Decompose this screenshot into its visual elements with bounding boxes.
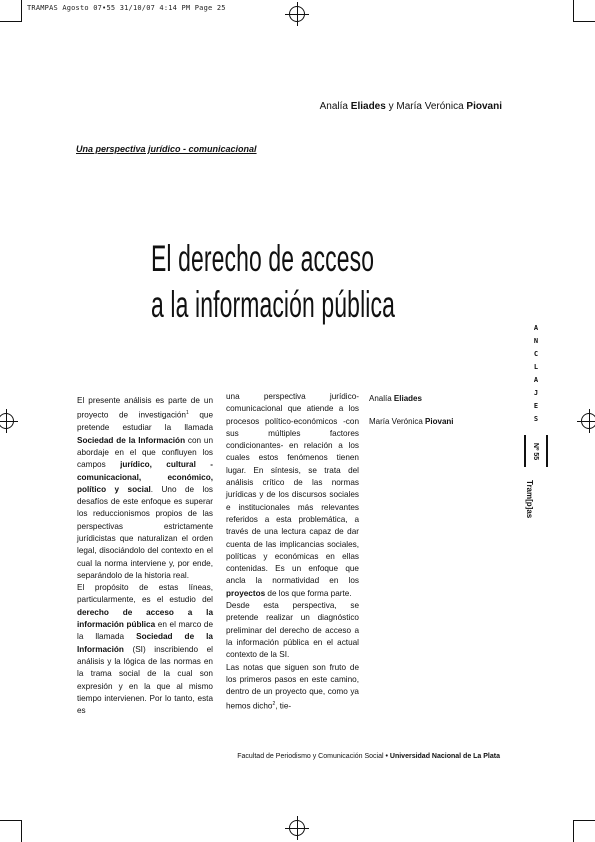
- crop-mark-bottom-left-h: [0, 820, 22, 821]
- author-entry: Analía Eliades: [369, 394, 422, 403]
- body-column-1: [77, 395, 213, 717]
- paragraph: El presente análisis es parte de un proyecto de investigación$^1$ que pretende estudiar la llamada Sociedad de la Información con un abordaje en el que confluyen los campos jurídico, cultural - comunicacional, económico, político y social. Uno de los desafíos de este enfoque es superar los reduccionismos propios de las perspectivas estrictamente jurídicistas que naturalizan el orden legal, disociándolo del contexto en el cual la norma interviene y, por ende, separándolo de la historia real.: [77, 396, 214, 580]
- crop-mark-top-left: [21, 0, 22, 22]
- author1-last: Eliades: [350, 101, 386, 112]
- page-footer: [237, 753, 500, 760]
- registration-mark-top: [289, 6, 305, 22]
- crop-mark-top-right: [573, 0, 574, 22]
- footer-university: Universidad Nacional de La Plata: [389, 753, 500, 760]
- issue-number: Nº 55: [532, 442, 540, 460]
- registration-mark-left: [0, 413, 14, 429]
- paragraph: El propósito de estas líneas, particularmente, es el estudio del derecho de acceso a la información pública en el marco de la llamada Sociedad de la Información (SI) inscribiendo el análisis y la lógica de las normas en la trama social de la cual son expresión y en la que al mismo tiempo intervienen. Por lo tanto, esta es: [77, 583, 214, 716]
- crop-mark-bottom-left: [21, 820, 22, 842]
- crop-mark-bottom-right-h: [573, 820, 595, 821]
- section-vertical-label: A N C L A J E S: [533, 324, 539, 423]
- journal-issue-logo: [524, 435, 548, 467]
- crop-mark-bottom-right: [573, 820, 574, 842]
- title-line-1: El derecho de acceso: [151, 238, 375, 279]
- paragraph: Las notas que siguen son fruto de los primeros pasos en este camino, dentro de un proyecto que, como ya hemos dicho$^2$, tie-: [226, 662, 359, 712]
- author-connector: y: [388, 101, 394, 112]
- footer-separator: •: [385, 753, 388, 760]
- registration-mark-bottom: [289, 820, 305, 836]
- crop-mark-top-left-h: [0, 21, 22, 22]
- section-label: Una perspectiva jurídico - comunicacional: [76, 144, 257, 154]
- registration-mark-right: [581, 413, 595, 429]
- author-list: [369, 393, 454, 439]
- journal-name: Tram[p]as: [525, 480, 534, 519]
- author2-last: Piovani: [466, 101, 502, 112]
- title-line-2: a la información pública: [151, 284, 395, 325]
- author1-first: Analía: [319, 101, 348, 112]
- crop-mark-top-right-h: [573, 21, 595, 22]
- paragraph: Desde esta perspectiva, se pretende realizar un diagnóstico preliminar del derecho de acceso a la información pública en el actual contexto de la SI.: [226, 601, 359, 660]
- paragraph: una perspectiva jurídico-comunicacional que atiende a los procesos político-económicos -con sus múltiples factores condicionantes- en relación a los cuales estos fenómenos tienen lugar. En síntesis, se trata del análisis crítico de las normas jurídicas y de los discursos sociales e institucionales más relevantes referidos a esta problemática, a través de una lectura capaz de dar cuenta de las implicancias sociales, políticas y económicas en ellas contenidas. Es un enfoque que ancla la normatividad en los proyectos de los que forma parte.: [226, 392, 359, 598]
- footer-faculty: Facultad de Periodismo y Comunicación Social: [237, 753, 384, 760]
- running-header-authors: [320, 101, 502, 112]
- author-entry: María Verónica Piovani: [369, 417, 454, 426]
- article-title: [151, 236, 395, 328]
- body-column-2: [226, 391, 359, 713]
- author2-first: María Verónica: [396, 101, 464, 112]
- print-slug: TRAMPAS Agosto 07•55 31/10/07 4:14 PM Page 25: [27, 4, 226, 12]
